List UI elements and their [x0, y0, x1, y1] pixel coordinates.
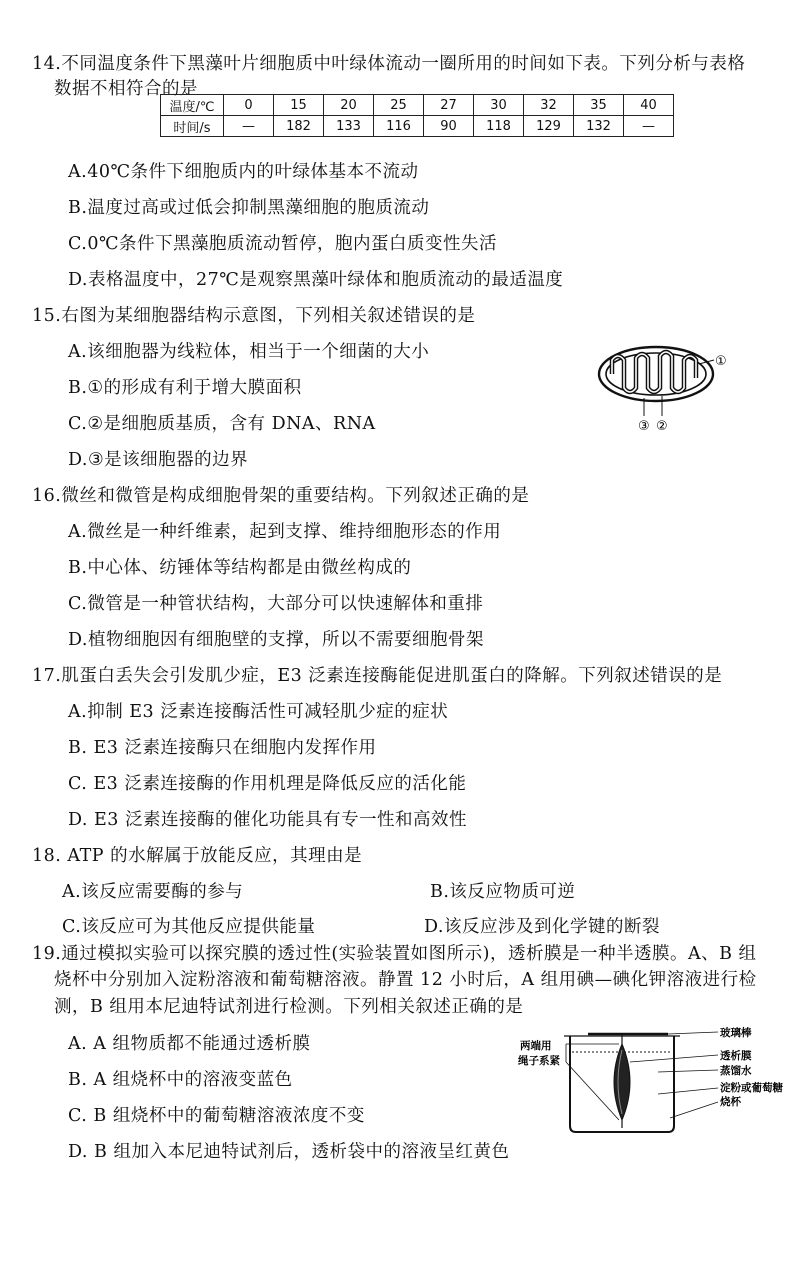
- table-cell-temp: 30: [474, 95, 524, 116]
- label-beaker: 烧杯: [720, 1096, 741, 1108]
- q17-option-b: B. E3 泛素连接酶只在细胞内发挥作用: [68, 738, 377, 758]
- figure-label-2: ②: [656, 419, 668, 434]
- q14-option-a: A.40℃条件下细胞质内的叶绿体基本不流动: [68, 162, 419, 182]
- figure-label-3: ③: [638, 419, 650, 434]
- q14-option-c: C.0℃条件下黑藻胞质流动暂停，胞内蛋白质变性失活: [68, 234, 498, 254]
- label-distilled-water: 蒸馏水: [720, 1065, 752, 1077]
- table-cell-temp: 25: [374, 95, 424, 116]
- q16-option-a: A.微丝是一种纤维素，起到支撑、维持细胞形态的作用: [68, 522, 502, 542]
- q15-option-a: A.该细胞器为线粒体，相当于一个细菌的大小: [68, 342, 430, 362]
- q14-option-b: B.温度过高或过低会抑制黑藻细胞的胞质流动: [68, 198, 430, 218]
- table-cell-time: —: [224, 116, 274, 137]
- table-row-temperature: [161, 95, 674, 116]
- table-cell-temp: 27: [424, 95, 474, 116]
- q19-stem-line1: 19.通过模拟实验可以探究膜的透过性(实验装置如图所示)，透析膜是一种半透膜。A、B 组: [32, 944, 757, 964]
- table-cell-time: 90: [424, 116, 474, 137]
- q19-option-a: A. A 组物质都不能通过透析膜: [68, 1034, 311, 1054]
- table-cell-temp: 0: [224, 95, 274, 116]
- q17-stem: 17.肌蛋白丢失会引发肌少症，E3 泛素连接酶能促进肌蛋白的降解。下列叙述错误的是: [32, 666, 723, 686]
- q15-option-d: D.③是该细胞器的边界: [68, 450, 249, 470]
- table-cell-time: 132: [574, 116, 624, 137]
- q19-option-c: C. B 组烧杯中的葡萄糖溶液浓度不变: [68, 1106, 365, 1126]
- q16-option-b: B.中心体、纺锤体等结构都是由微丝构成的: [68, 558, 412, 578]
- table-cell-temp: 20: [324, 95, 374, 116]
- label-rope-line1: 两端用: [520, 1040, 552, 1052]
- q18-option-a: A.该反应需要酶的参与: [62, 882, 244, 902]
- table-cell-temp: 32: [524, 95, 574, 116]
- mitochondrion-figure: [596, 338, 746, 438]
- q19-stem-line3: 测，B 组用本尼迪特试剂进行检测。下列相关叙述正确的是: [54, 997, 524, 1017]
- table-row-time: [161, 116, 674, 137]
- q19-option-b: B. A 组烧杯中的溶液变蓝色: [68, 1070, 293, 1090]
- q15-option-c: C.②是细胞质基质，含有 DNA、RNA: [68, 414, 376, 434]
- label-starch-or-glucose: 淀粉或葡萄糖: [720, 1082, 783, 1094]
- q17-option-a: A.抑制 E3 泛素连接酶活性可减轻肌少症的症状: [68, 702, 449, 722]
- figure-label-1: ①: [715, 354, 727, 369]
- label-glass-rod: 玻璃棒: [720, 1027, 752, 1039]
- table-header-time: 时间/s: [161, 116, 224, 137]
- table-cell-time: 182: [274, 116, 324, 137]
- table-header-temperature: 温度/℃: [161, 95, 224, 116]
- label-rope-line2: 绳子系紧: [518, 1055, 560, 1067]
- q18-option-d: D.该反应涉及到化学键的断裂: [424, 917, 660, 937]
- table-cell-temp: 15: [274, 95, 324, 116]
- q14-data-table: [160, 94, 674, 137]
- q18-stem: 18. ATP 的水解属于放能反应，其理由是: [32, 846, 363, 866]
- q14-stem-line2: 数据不相符合的是: [54, 79, 198, 99]
- q15-stem: 15.右图为某细胞器结构示意图，下列相关叙述错误的是: [32, 306, 476, 326]
- q17-option-d: D. E3 泛素连接酶的催化功能具有专一性和高效性: [68, 810, 468, 830]
- q15-option-b: B.①的形成有利于增大膜面积: [68, 378, 302, 398]
- q16-option-c: C.微管是一种管状结构，大部分可以快速解体和重排: [68, 594, 484, 614]
- table-cell-time: 116: [374, 116, 424, 137]
- q18-option-c: C.该反应可为其他反应提供能量: [62, 917, 316, 937]
- q14-stem-line1: 14.不同温度条件下黑藻叶片细胞质中叶绿体流动一圈所用的时间如下表。下列分析与表格: [32, 54, 746, 74]
- q16-option-d: D.植物细胞因有细胞壁的支撑，所以不需要细胞骨架: [68, 630, 484, 650]
- table-cell-temp: 35: [574, 95, 624, 116]
- q18-option-b: B.该反应物质可逆: [430, 882, 576, 902]
- table-cell-temp: 40: [624, 95, 674, 116]
- table-cell-time: 133: [324, 116, 374, 137]
- dialysis-apparatus-figure: [518, 1022, 788, 1140]
- q17-option-c: C. E3 泛素连接酶的作用机理是降低反应的活化能: [68, 774, 467, 794]
- table-cell-time: —: [624, 116, 674, 137]
- q14-option-d: D.表格温度中，27℃是观察黑藻叶绿体和胞质流动的最适温度: [68, 270, 564, 290]
- q19-stem-line2: 烧杯中分别加入淀粉溶液和葡萄糖溶液。静置 12 小时后，A 组用碘—碘化钾溶液进行检: [54, 970, 757, 990]
- q16-stem: 16.微丝和微管是构成细胞骨架的重要结构。下列叙述正确的是: [32, 486, 530, 506]
- table-cell-time: 118: [474, 116, 524, 137]
- q19-option-d: D. B 组加入本尼迪特试剂后，透析袋中的溶液呈红黄色: [68, 1142, 510, 1162]
- label-dialysis-membrane: 透析膜: [720, 1050, 752, 1062]
- table-cell-time: 129: [524, 116, 574, 137]
